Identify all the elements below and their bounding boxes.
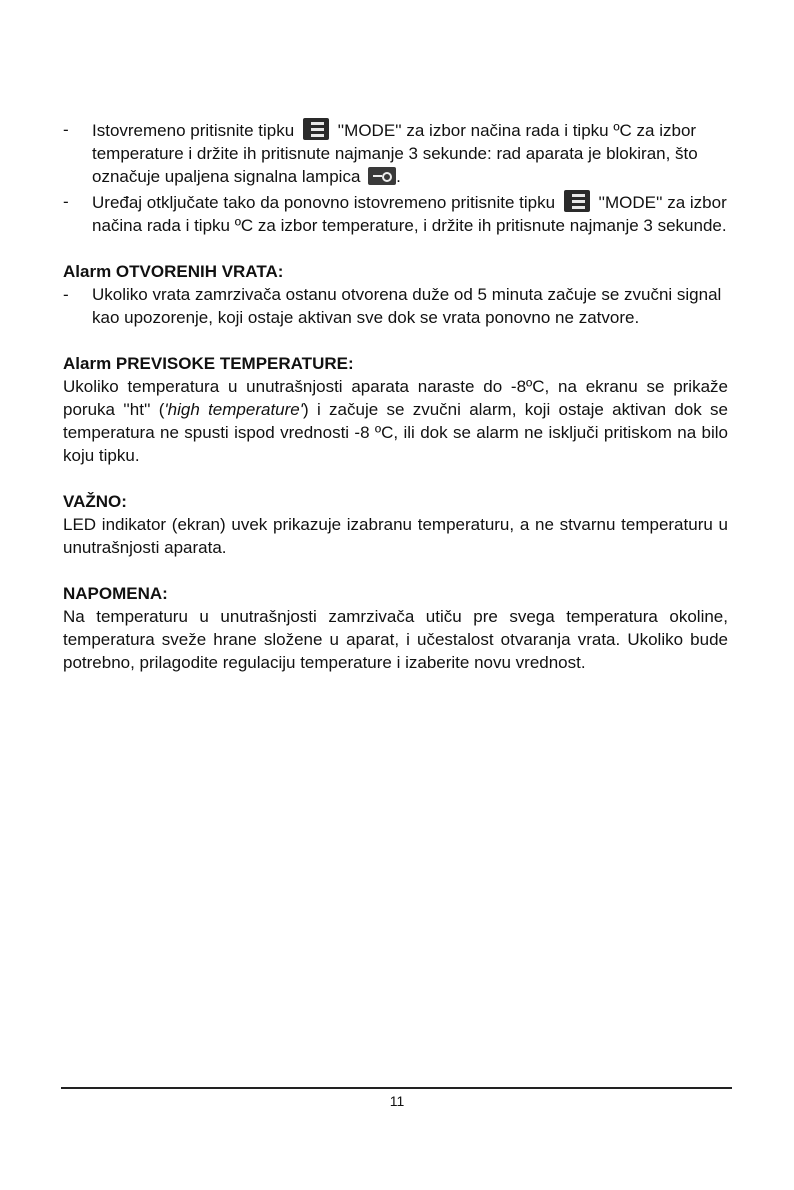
door-alarm-bullet bbox=[63, 283, 728, 329]
unlock-text-start: Uređaj otključate tako da ponovno istovremeno pritisnite tipku bbox=[92, 193, 556, 212]
note-section bbox=[63, 582, 728, 674]
door-alarm-section bbox=[63, 260, 728, 329]
important-section bbox=[63, 490, 728, 559]
footer-divider bbox=[61, 1087, 732, 1089]
door-alarm-text: Ukoliko vrata zamrzivača ostanu otvorena duže od 5 minuta začuje se zvučni signal kao upozorenje, koji ostaje aktivan sve dok se vrata ponovno ne zatvore. bbox=[92, 285, 722, 327]
mode-list-icon bbox=[564, 190, 590, 212]
key-lock-icon bbox=[368, 167, 396, 185]
important-text: LED indikator (ekran) uvek prikazuje izabranu temperaturu, a ne stvarnu temperaturu u unutrašnjosti aparata. bbox=[63, 515, 728, 557]
lock-text-start: Istovremeno pritisnite tipku bbox=[92, 121, 295, 140]
bullet-dash: - bbox=[63, 192, 69, 211]
note-heading: NAPOMENA: bbox=[63, 584, 168, 603]
note-text: Na temperaturu u unutrašnjosti zamrzivača utiču pre svega temperatura okoline, temperatura sveže hrane složene u aparat, i učestalost otvaranja vrata. Ukoliko bude potrebno, prilagodite regulaciju temperature i izaberite novu vrednost. bbox=[63, 607, 728, 672]
temperature-alarm-text-a: Ukoliko temperatura u unutrašnjosti aparata naraste do -8ºC, na ekranu se prikaže poruka ''ht'' ( bbox=[63, 377, 728, 419]
unlock-text-end: ''MODE'' za izbor načina rada i tipku ºC za izbor temperature, i držite ih pritisnute najmanje 3 sekunde. bbox=[92, 193, 727, 235]
temperature-alarm-text bbox=[63, 375, 728, 467]
lock-text-end: . bbox=[396, 167, 401, 186]
bullet-unlock-instructions bbox=[63, 190, 728, 237]
bullet-dash: - bbox=[63, 120, 69, 139]
bullet-dash: - bbox=[63, 285, 69, 304]
temperature-alarm-text-b: ) i začuje se zvučni alarm, koji ostaje aktivan dok se temperatura ne spusti ispod vrednosti -8 ºC, ili dok se alarm ne isključi pritiskom na bilo koju tipku. bbox=[63, 400, 729, 465]
bullet-lock-instructions bbox=[63, 118, 728, 188]
door-alarm-heading: Alarm OTVORENIH VRATA: bbox=[63, 262, 284, 281]
page-content bbox=[63, 118, 728, 674]
lock-text-middle: ''MODE'' za izbor načina rada i tipku ºC za izbor temperature i držite ih pritisnute najmanje 3 sekunde: rad aparata je blokiran, što označuje upaljena signalna lampica bbox=[92, 121, 698, 186]
temperature-alarm-italic: 'high temperature' bbox=[164, 400, 303, 419]
temperature-alarm-section bbox=[63, 352, 728, 467]
mode-list-icon bbox=[303, 118, 329, 140]
important-heading: VAŽNO: bbox=[63, 492, 127, 511]
page-number: 11 bbox=[389, 1093, 405, 1109]
temperature-alarm-heading: Alarm PREVISOKE TEMPERATURE: bbox=[63, 354, 354, 373]
